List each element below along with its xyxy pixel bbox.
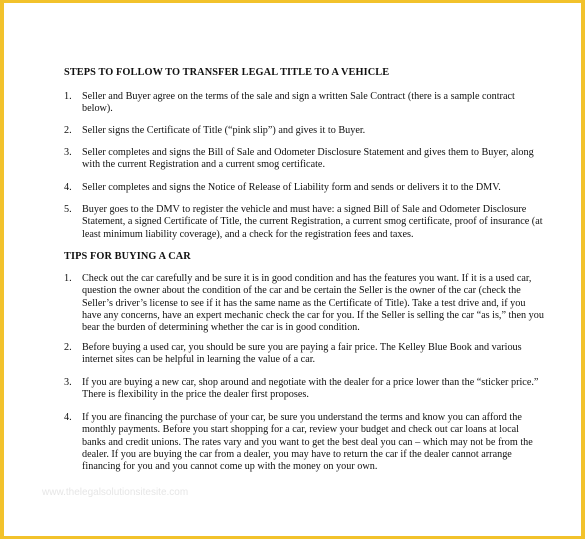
item-number: 1. [64, 273, 72, 284]
item-text: Before buying a used car, you should be sure you are paying a fair price. The Kelley Blue Book and various internet sites can be helpful in learning the value of a car. [82, 342, 522, 366]
item-number: 4. [64, 412, 72, 423]
item-number: 1. [64, 91, 72, 102]
watermark: www.thelegalsolutionsitesite.com [42, 487, 189, 498]
item-number: 3. [64, 147, 72, 158]
section-heading-buying-tips: TIPS FOR BUYING A CAR [64, 251, 191, 262]
item-text: Seller and Buyer agree on the terms of the sale and sign a written Sale Contract (there is a sample contract below). [82, 91, 515, 115]
item-text: Buyer goes to the DMV to register the vehicle and must have: a signed Bill of Sale and Odometer Disclosure Statement, a signed Certificate of Title, the current Registration, a current smog certificate, proof of insurance (at least minimum liability coverage), and a check for the registration fees and taxes. [82, 204, 543, 240]
item-number: 4. [64, 182, 72, 193]
document-page [4, 3, 581, 536]
item-text: Seller signs the Certificate of Title (“pink slip”) and gives it to Buyer. [82, 125, 366, 136]
item-text: Check out the car carefully and be sure it is in good condition and has the features you want. If it is a used car, question the owner about the condition of the car and be certain the Seller is the owner of the car (check the Seller’s driver’s license to see if it has the same name as the Certificate of Title). Take a test drive and, if you have any concerns, have an expert mechanic check the car for you. If the Seller is selling the car “as is,” then you bear the burden of determining whether the car is in good condition. [82, 273, 544, 334]
item-number: 5. [64, 204, 72, 215]
item-number: 3. [64, 377, 72, 388]
item-number: 2. [64, 125, 72, 136]
item-text: Seller completes and signs the Notice of Release of Liability form and sends or delivers it to the DMV. [82, 182, 501, 193]
section-heading-transfer-title: STEPS TO FOLLOW TO TRANSFER LEGAL TITLE TO A VEHICLE [64, 67, 390, 78]
item-number: 2. [64, 342, 72, 353]
item-text: If you are buying a new car, shop around and negotiate with the dealer for a price lower than the “sticker price.” There is flexibility in the price the dealer first proposes. [82, 377, 539, 401]
item-text: If you are financing the purchase of your car, be sure you understand the terms and know you can afford the monthly payments. Before you start shopping for a car, review your budget and check out car loans at local banks and credit unions. The rates vary and you want to get the best deal you can – which may not be from the dealer. If you are buying the car from a dealer, you may have to return the car if the dealer cannot arrange financing for you and you cannot come up with the money on your own. [82, 412, 533, 473]
item-text: Seller completes and signs the Bill of Sale and Odometer Disclosure Statement and gives them to Buyer, along with the current Registration and a current smog certificate. [82, 147, 534, 171]
